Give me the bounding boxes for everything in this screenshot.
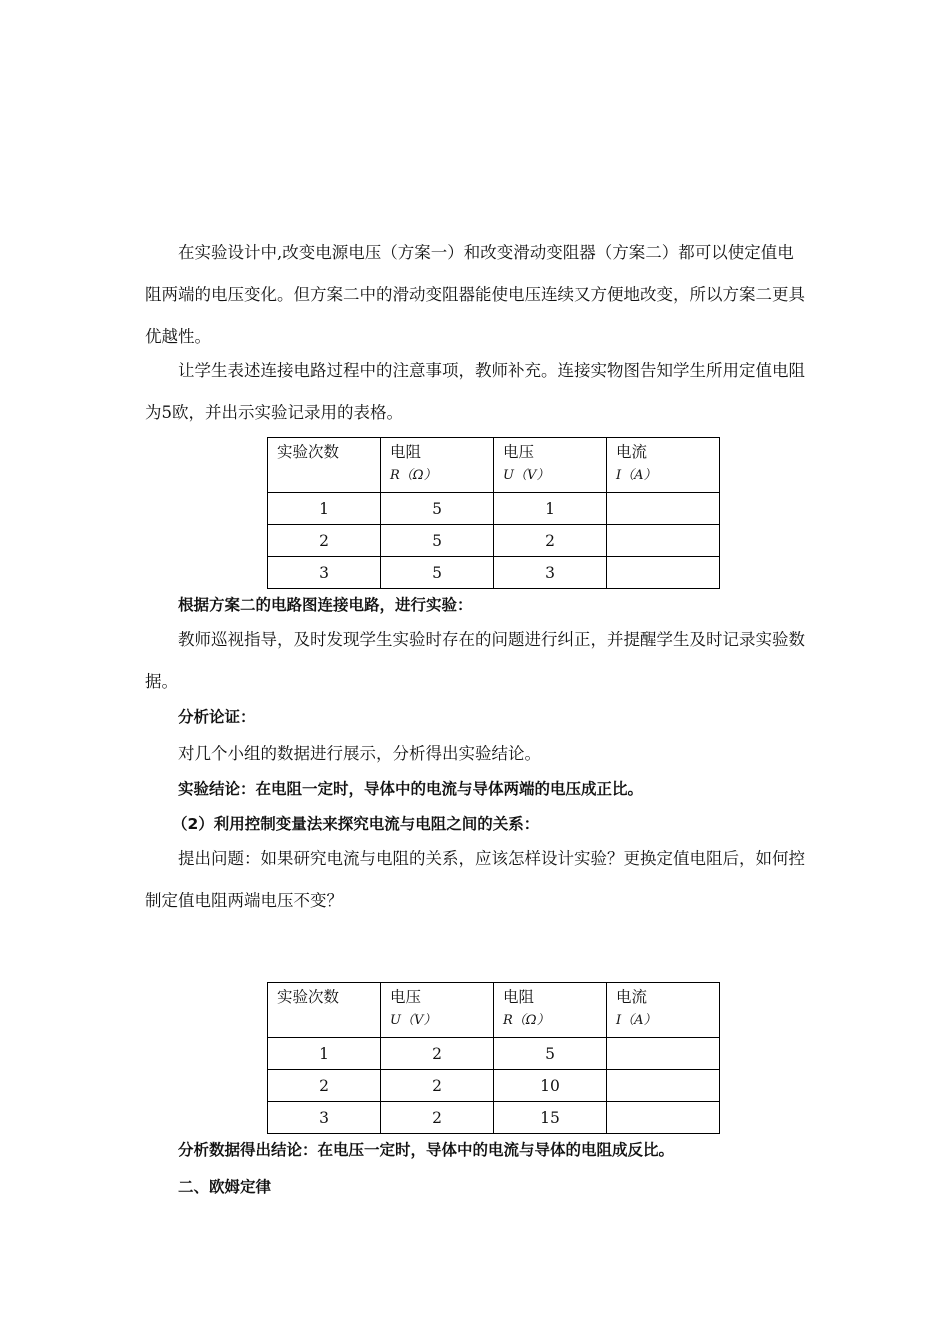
paragraph-show-data: 对几个小组的数据进行展示，分析得出实验结论。 (178, 744, 541, 763)
header-cell: 电阻 R（Ω） (494, 983, 607, 1038)
table-row (268, 1038, 720, 1070)
table-cell: 2 (381, 1102, 494, 1134)
header-cell: 电阻 R（Ω） (381, 438, 494, 493)
header-cell: 电流 I（A） (607, 438, 720, 493)
paragraph-connect-circuit: 根据方案二的电路图连接电路，进行实验： (178, 596, 473, 614)
table-row (268, 525, 720, 557)
table-cell (607, 1070, 720, 1102)
table-cell: 1 (494, 493, 607, 525)
table-cell: 3 (268, 1102, 381, 1134)
table-cell: 3 (268, 557, 381, 589)
header-cell: 电压 U（V） (494, 438, 607, 493)
table-cell (607, 1038, 720, 1070)
table-cell: 2 (268, 1070, 381, 1102)
table-cell: 5 (381, 525, 494, 557)
table-header-row (268, 983, 720, 1038)
table-cell: 2 (494, 525, 607, 557)
table-cell: 2 (381, 1070, 494, 1102)
table-cell: 5 (381, 557, 494, 589)
table-voltage-experiment (267, 437, 720, 589)
paragraph-section-2: （2）利用控制变量法来探究电流与电阻之间的关系： (172, 815, 540, 833)
paragraph-conclusion-1: 实验结论：在电阻一定时，导体中的电流与导体两端的电压成正比。 (178, 780, 644, 798)
table-cell: 2 (381, 1038, 494, 1070)
header-cell: 实验次数 (268, 983, 381, 1038)
table-cell (607, 493, 720, 525)
table-resistance-experiment (267, 982, 720, 1134)
table-cell: 1 (268, 493, 381, 525)
paragraph-conclusion-2: 分析数据得出结论：在电压一定时，导体中的电流与导体的电阻成反比。 (178, 1141, 675, 1159)
table-cell: 1 (268, 1038, 381, 1070)
table-cell: 15 (494, 1102, 607, 1134)
table-row (268, 493, 720, 525)
table-cell (607, 525, 720, 557)
header-cell: 电压 U（V） (381, 983, 494, 1038)
paragraph-analysis-heading: 分析论证： (178, 708, 256, 726)
paragraph-question: 提出问题：如果研究电流与电阻的关系，应该怎样设计实验？更换定值电阻后，如何控制定值电阻两端电压不变？ (145, 849, 805, 910)
paragraph-design: 在实验设计中,改变电源电压（方案一）和改变滑动变阻器（方案二）都可以使定值电阻两端的电压变化。但方案二中的滑动变阻器能使电压连续又方便地改变，所以方案二更具优越性。 (145, 243, 805, 346)
table-row (268, 1070, 720, 1102)
table-header-row (268, 438, 720, 493)
table-cell: 10 (494, 1070, 607, 1102)
table-cell: 3 (494, 557, 607, 589)
section-heading-ohms-law: 二、欧姆定律 (178, 1178, 272, 1196)
table-cell: 5 (381, 493, 494, 525)
paragraph-notes: 让学生表述连接电路过程中的注意事项，教师补充。连接实物图告知学生所用定值电阻为5欧，并出示实验记录用的表格。 (145, 361, 805, 422)
header-cell: 电流 I（A） (607, 983, 720, 1038)
paragraph-teacher-guidance: 教师巡视指导，及时发现学生实验时存在的问题进行纠正，并提醒学生及时记录实验数据。 (145, 630, 805, 691)
table-cell: 5 (494, 1038, 607, 1070)
header-cell: 实验次数 (268, 438, 381, 493)
table-cell: 2 (268, 525, 381, 557)
